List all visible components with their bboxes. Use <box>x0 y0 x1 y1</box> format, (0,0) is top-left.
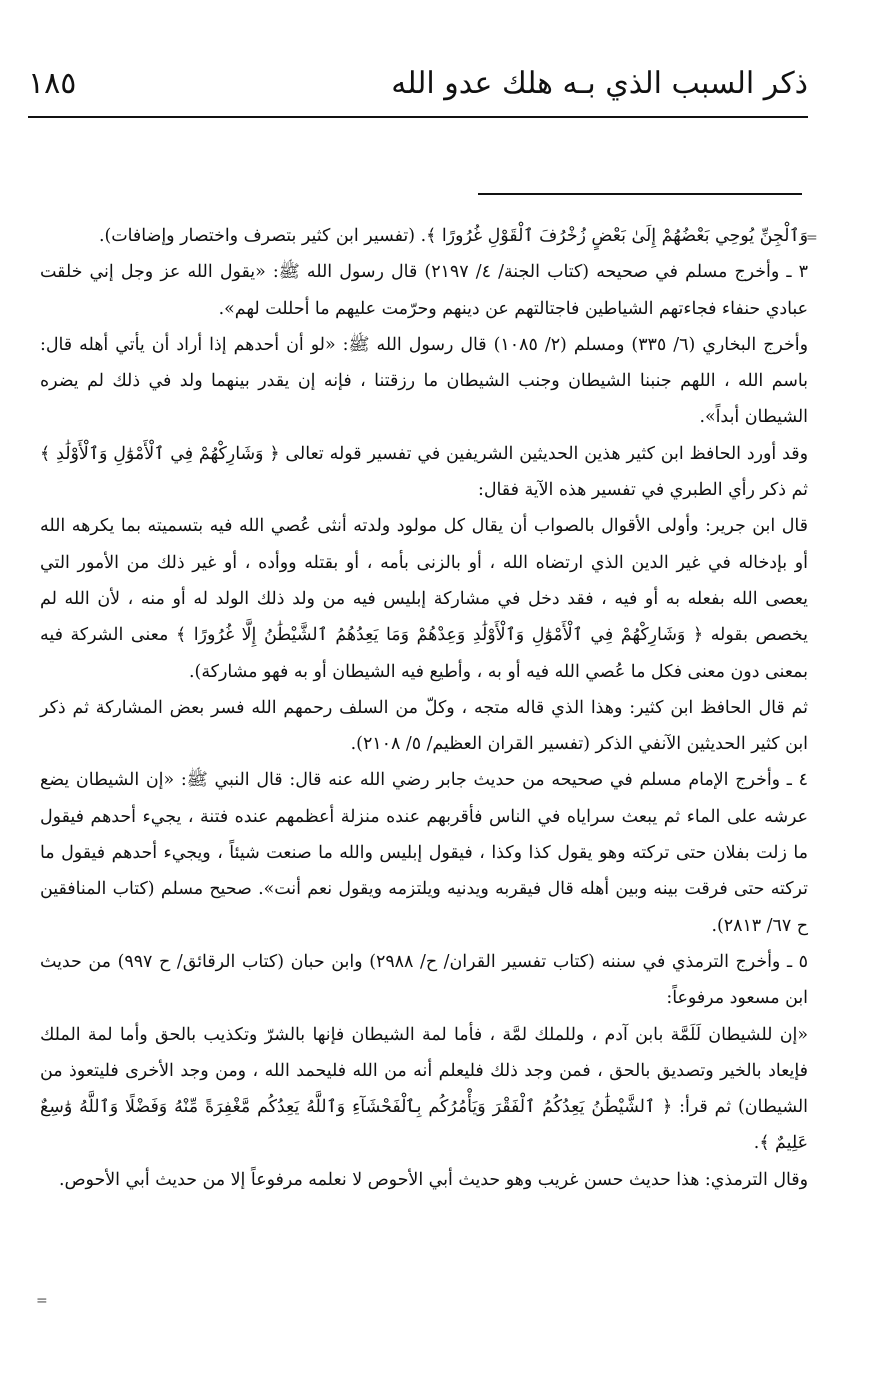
margin-mark: = <box>806 230 818 246</box>
footnote-paragraph: وقد أورد الحافظ ابن كثير هذين الحديثين الشريفين في تفسير قوله تعالى ﴿ وَشَارِكْهُمْ فِي ٱلْأَمْوَٰلِ وَٱلْأَوْلَٰدِ ﴾ ثم ذكر رأي الطبري في تفسير هذه الآية فقال: <box>40 443 808 501</box>
footnote-paragraph: ٥ ـ وأخرج الترمذي في سننه (كتاب تفسير القران/ ح/ ٢٩٨٨) وابن حبان (كتاب الرقائق/ ح ٩٩٧) من حديث ابن مسعود مرفوعاً: <box>40 951 808 1009</box>
footnote-paragraph: ثم قال الحافظ ابن كثير: وهذا الذي قاله متجه ، وكلّ من السلف رحمهم الله فسر بعض المشاركة ثم ذكر ابن كثير الحديثين الآنفي الذكر (تفسير القران العظيم/ ٥/ ٢١٠٨). <box>40 697 808 755</box>
running-title: ذكر السبب الذي بـه هلك عدو الله <box>391 66 808 101</box>
page-number: ١٨٥ <box>28 66 77 101</box>
footnote-separator <box>478 193 802 195</box>
footnotes-body <box>40 218 808 1198</box>
footnote-paragraph: وقال الترمذي: هذا حديث حسن غريب وهو حديث أبي الأحوص لا نعلمه مرفوعاً إلا من حديث أبي الأحوص. <box>58 1169 808 1190</box>
footnote-paragraph: ٣ ـ وأخرج مسلم في صحيحه (كتاب الجنة/ ٤/ ٢١٩٧) قال رسول الله ﷺ: «يقول الله عز وجل إني خلقت عبادي حنفاء فجاءتهم الشياطين فاجتالتهم عن دينهم وحرّمت عليهم ما أحللت لهم». <box>40 262 808 319</box>
footnote-paragraph: ٤ ـ وأخرج الإمام مسلم في صحيحه من حديث جابر رضي الله عنه قال: قال النبي ﷺ: «إن الشيطان يضع عرشه على الماء ثم يبعث سراياه في الناس فأقربهم عنده منزلة أعظمهم عنده فتنة ، يجيء أحدهم فيقول ما زلت بفلان حتى تركته وهو يقول كذا وكذا ، فيقول إبليس والله ما صنعت شيئاً ، ويجيء أحدهم فيقول ما تركته حتى فرقت بينه وبين أهله قال فيقربه ويدنيه ويلتزمه ويقول نعم أنت». صحيح مسلم (كتاب المنافقين ح ٦٧/ ٢٨١٣). <box>40 770 808 936</box>
header-rule <box>28 116 808 118</box>
footnote-paragraph: قال ابن جرير: وأولى الأقوال بالصواب أن يقال كل مولود ولدته أنثى عُصي الله فيه بتسميته بما يكرهه الله أو بإدخاله في غير الدين الذي ارتضاه الله ، أو بالزنى بأمه ، أو بقتله ووأده ، أو غير ذلك من الأمور التي يعصى الله بفعله به أو فيه ، فقد دخل في مشاركة إبليس فيه من ولد ذلك الولد له أو منه ، لأن الله لم يخصص بقوله ﴿ وَشَارِكْهُمْ فِي ٱلْأَمْوَٰلِ وَٱلْأَوْلَٰدِ وَعِدْهُمْ وَمَا يَعِدُهُمُ ٱلشَّيْطَٰنُ إِلَّا غُرُورًا ﴾ معنى الشركة فيه بمعنى دون معنى فكل ما عُصي الله فيه أو به ، وأطيع فيه الشيطان أو به فهو مشاركة). <box>40 516 808 682</box>
footnote-paragraph: وَٱلْجِنِّ يُوحِي بَعْضُهُمْ إِلَىٰ بَعْضٍ زُخْرُفَ ٱلْقَوْلِ غُرُورًا ﴾. (تفسير ابن كثير بتصرف واختصار وإضافات). <box>98 226 808 246</box>
footnote-paragraph: «إن للشيطان لَلَمَّة بابن آدم ، وللملك لمَّة ، فأما لمة الشيطان فإنها بالشرّ وتكذيب بالحق وأما لمة الملك فإيعاد بالخير وتصديق بالحق ، فمن وجد ذلك فليعلم أنه من الله فليحمد الله ، ومن وجد الأخرى فليتعوذ من الشيطان) ثم قرأ: ﴿ ٱلشَّيْطَٰنُ يَعِدُكُمُ ٱلْفَقْرَ وَيَأْمُرُكُم بِٱلْفَحْشَآءِ وَٱللَّهُ يَعِدُكُم مَّغْفِرَةً مِّنْهُ وَفَضْلًا وَٱللَّهُ وَٰسِعٌ عَلِيمٌ ﴾. <box>40 1024 808 1154</box>
margin-mark: = <box>36 1293 48 1309</box>
page-header <box>28 62 808 118</box>
footnote-paragraph: وأخرج البخاري (٦/ ٣٣٥) ومسلم (٢/ ١٠٨٥) قال رسول الله ﷺ: «لو أن أحدهم إذا أراد أن يأتي أهله قال: باسم الله ، اللهم جنبنا الشيطان وجنب الشيطان ما رزقتنا ، فإنه إن يقدر بينهما ولد في ذلك لم يضره الشيطان أبداً». <box>40 334 809 428</box>
